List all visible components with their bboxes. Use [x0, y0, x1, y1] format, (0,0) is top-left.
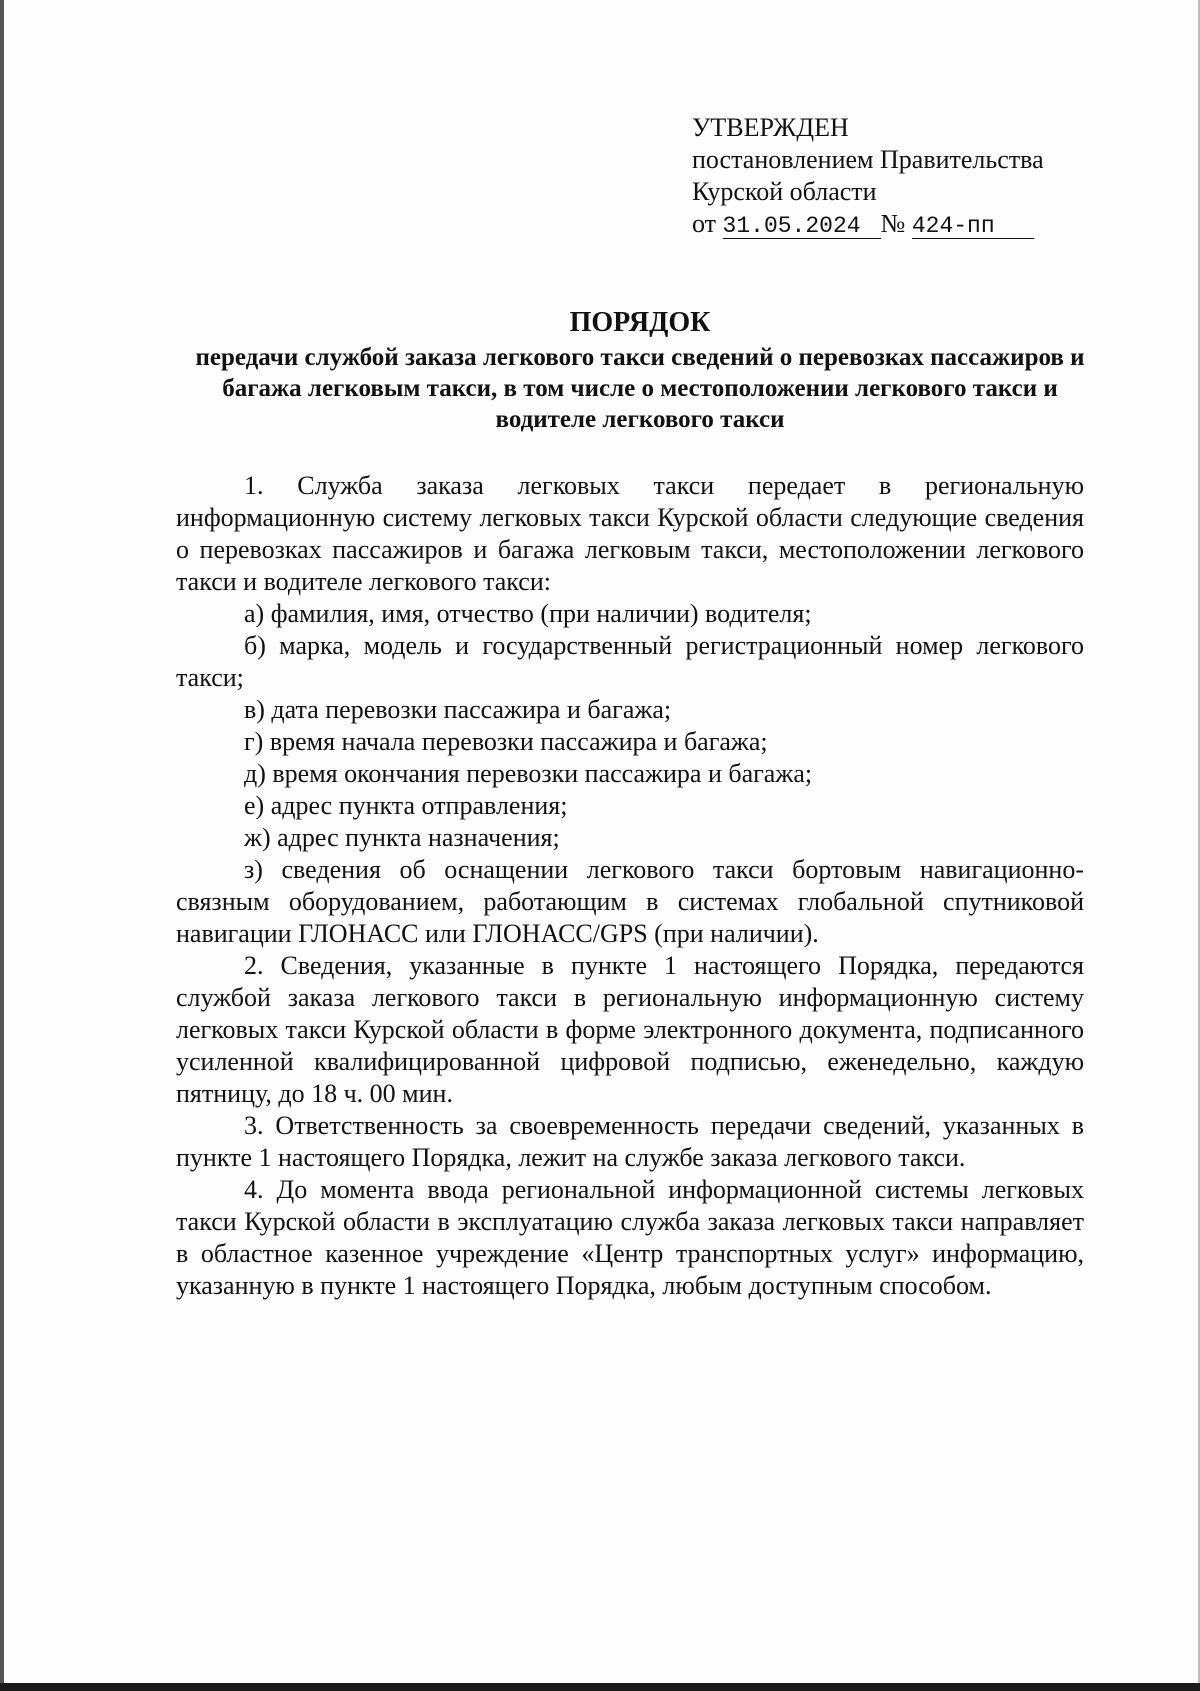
document-subtitle: передачи службой заказа легкового такси сведений о перевозках пассажиров и багажа легковым такси, в том числе о местоположении легкового такси и водителе легкового такси — [195, 344, 1085, 433]
scan-edge-left — [0, 0, 4, 1691]
document-title — [180, 306, 1100, 339]
approval-number: 424-пп — [911, 213, 995, 239]
paragraph-1e: е) адрес пункта отправления; — [244, 791, 568, 820]
approval-date: 31.05.2024 — [722, 213, 861, 239]
paragraph-1a: а) фамилия, имя, отчество (при наличии) водителя; — [244, 599, 812, 628]
paragraph-1g: г) время начала перевозки пассажира и багажа; — [244, 727, 768, 756]
paragraph-1zh: ж) адрес пункта назначения; — [244, 823, 560, 852]
paragraph-1: 1. Служба заказа легковых такси передает в региональную информационную систему легковых такси Курской области следующие сведения о перевозках пассажиров и багажа легковым такси, местоположении легкового такси и водителе легкового такси: — [176, 471, 1084, 596]
approval-block — [692, 112, 1112, 240]
document-body — [176, 470, 1084, 1302]
number-prefix: № — [880, 209, 906, 238]
title-main: ПОРЯДОК — [569, 307, 711, 338]
paragraph-2: 2. Сведения, указанные в пункте 1 настоящего Порядка, передаются службой заказа легкового такси в региональную информационную систему легковых такси Курской области в форме электронного документа, подписанного усиленной квалифицированной цифровой подписью, еженедельно, каждую пятницу, до 18 ч. 00 мин. — [176, 951, 1084, 1108]
scan-edge-bottom — [0, 1683, 1200, 1691]
approval-issuer: постановлением Правительства — [692, 145, 1044, 174]
paragraph-4: 4. До момента ввода региональной информационной системы легковых такси Курской области в эксплуатацию служба заказа легковых такси направляет в областное казенное учреждение «Центр транспортных услуг» информацию, указанную в пункте 1 настоящего Порядка, любым доступным способом. — [176, 1175, 1084, 1300]
paragraph-1b: б) марка, модель и государственный регистрационный номер легкового такси; — [176, 631, 1084, 692]
approval-region: Курской области — [692, 177, 877, 206]
date-underline — [723, 212, 881, 239]
number-underline — [912, 212, 1034, 239]
paragraph-1d: д) время окончания перевозки пассажира и багажа; — [244, 759, 813, 788]
date-prefix: от — [692, 209, 717, 238]
paragraph-1z: з) сведения об оснащении легкового такси бортовым навигационно-связным оборудованием, работающим в системах глобальной спутниковой навигации ГЛОНАСС или ГЛОНАСС/GPS (при наличии). — [176, 855, 1084, 948]
paragraph-1v: в) дата перевозки пассажира и багажа; — [244, 695, 672, 724]
approval-date-number — [692, 208, 1112, 240]
approval-heading: УТВЕРЖДЕН — [692, 113, 849, 142]
paragraph-3: 3. Ответственность за своевременность передачи сведений, указанных в пункте 1 настоящего Порядка, лежит на службе заказа легкового такси. — [176, 1111, 1084, 1172]
